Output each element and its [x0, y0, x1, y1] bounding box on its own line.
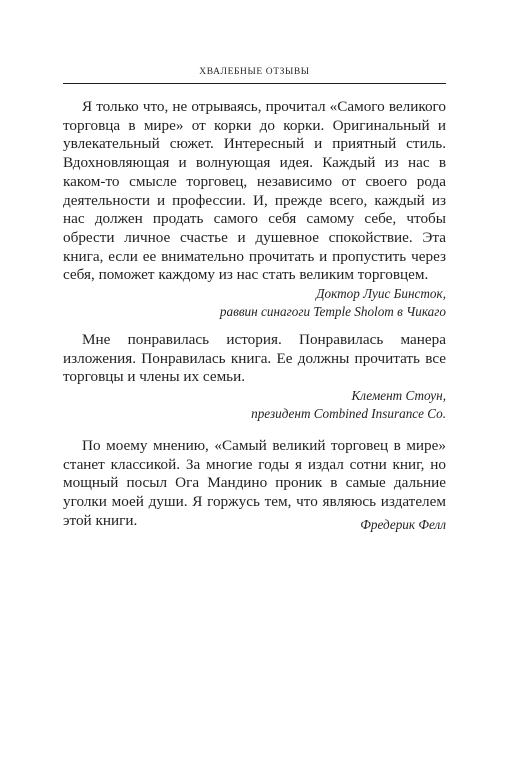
- header-rule: [63, 83, 446, 84]
- review-text-2: Мне понравилась история. Понравилась манера изложения. Понравилась книга. Ее должны прочитать все торговцы и члены их семьи.: [63, 331, 446, 386]
- running-head: ХВАЛЕБНЫЕ ОТЗЫВЫ: [199, 67, 310, 77]
- review-author-1: Доктор Луис Бинсток,: [316, 286, 446, 301]
- review-author-3: Фредерик Фелл: [360, 517, 446, 532]
- review-author-2: Клемент Стоун,: [351, 388, 446, 403]
- review-signature-1: [220, 285, 446, 320]
- review-signature-3: [360, 516, 446, 534]
- review-signature-2: [251, 387, 446, 422]
- review-text-3: По моему мнению, «Самый великий торговец в мире» станет классикой. За многие годы я издал сотни книг, но мощный посыл Ога Мандино проник в самые дальние уголки моей души. Я горжусь тем, что являюсь издателем этой книги.: [63, 437, 446, 529]
- review-text-1: Я только что, не отрываясь, прочитал «Самого великого торговца в мире» от корки до корки. Оригинальный и увлекательный сюжет. Интересный и приятный стиль. Вдохновляющая и волнующая идея. Каждый из нас в каком-то смысле торговец, независимо от своего рода деятельности и профессии. И, прежде всего, каждый из нас должен продать самого себя самому себе, чтобы обрести личное счастье и душевное спокойствие. Эта книга, если ее внимательно прочитать и пропустить через себя, поможет каждому из нас стать великим торговцем.: [63, 98, 446, 284]
- review-author-title-1: раввин синагоги Temple Sholom в Чикаго: [219, 303, 446, 319]
- review-author-title-2: президент Combined Insurance Co.: [251, 405, 446, 421]
